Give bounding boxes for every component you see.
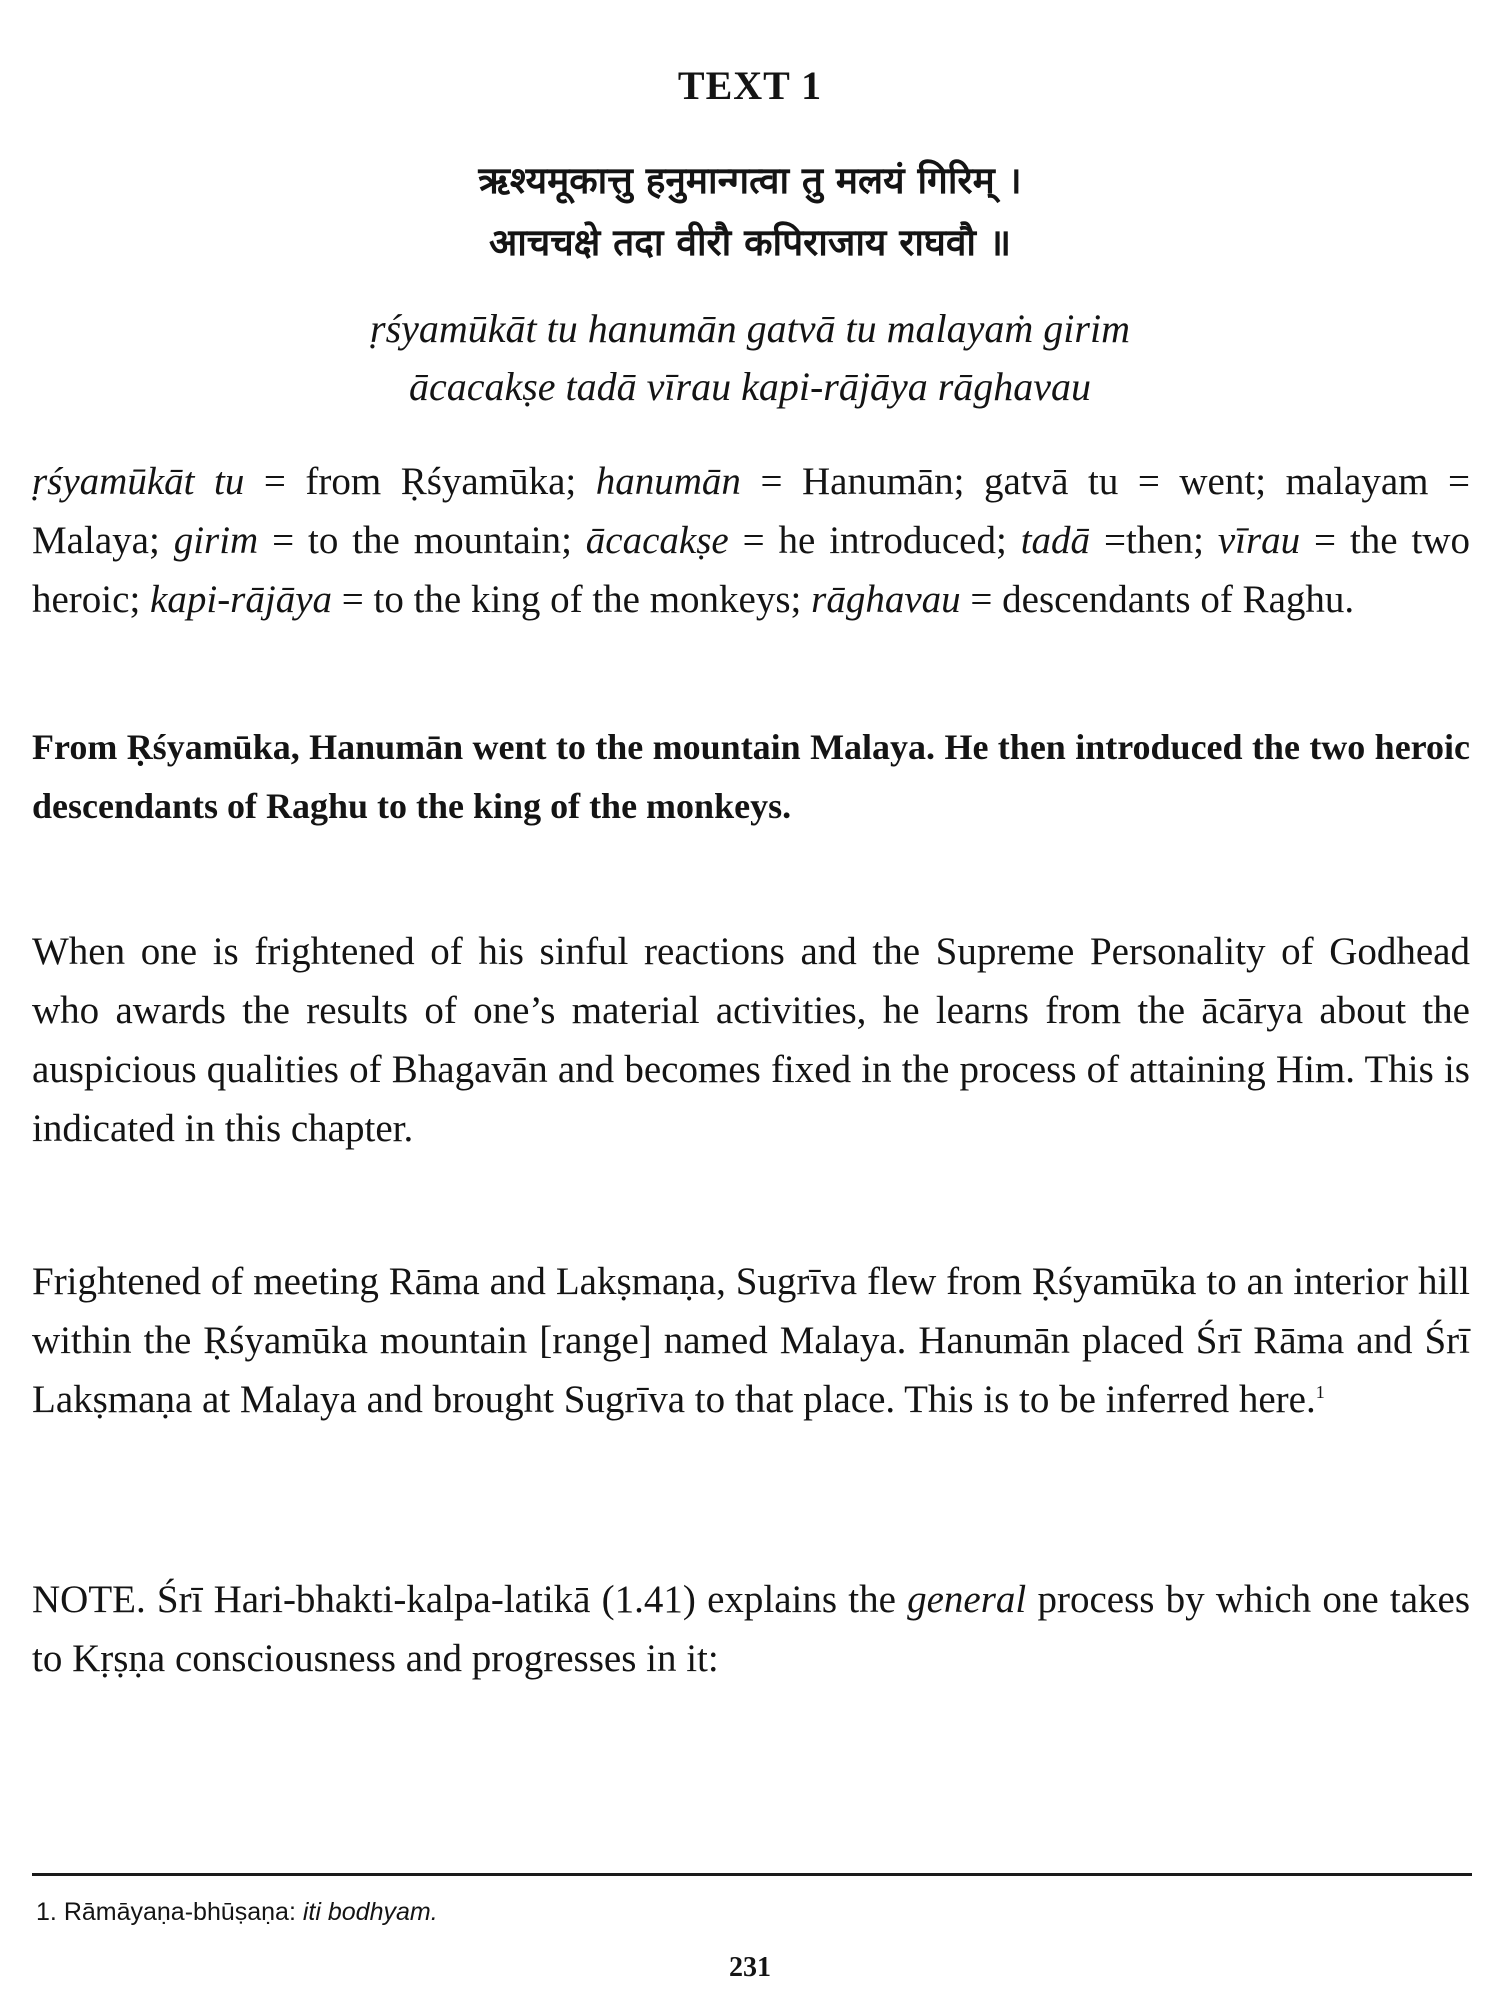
purport-paragraph-1: When one is frightened of his sinful reactions and the Supreme Personality of Godhead who awards the results of one’s material activities, he learns from the ācārya about the auspicious qualities of Bhagavān and becomes fixed in the process of attaining Him. This is indicated in this chapter. [32,930,1470,1150]
synonym-term: ācacakṣe [585,519,729,562]
synonym-meaning: he introduced [778,519,996,562]
verse-transliteration-line-2: ācacakṣe tadā vīrau kapi-rājāya rāghavau [408,364,1092,409]
purport-paragraph-2-text: Frightened of meeting Rāma and Lakṣmaṇa, Sugrīva flew from Ṛśyamūka to an interior hill within the Ṛśyamūka mountain [range] named Malaya. Hanumān placed Śrī Rāma and Śrī Lakṣmaṇa at Malaya and brought Sugrīva to that place. This is to be inferred here. [32,1260,1470,1421]
translation-paragraph: From Ṛśyamūka, Hanumān went to the mountain Malaya. He then introduced the two heroic descendants of Raghu to the king of the monkeys. [32,727,1470,826]
synonym-meaning: to the king of the monkeys [373,578,791,621]
page-number: 231 [729,1952,771,1983]
synonym-term: vīrau [1217,519,1301,562]
synonym-term: hanumān [595,460,741,503]
purport-paragraph-2 [32,1252,1470,1429]
verse-transliteration [0,300,1500,416]
synonym-meaning: from Ṛśyamūka [305,460,566,503]
synonym-term: rāghavau [811,578,961,621]
footnote-italic-text: iti bodhyam. [302,1898,438,1926]
synonym-term: kapi-rājāya [150,578,333,621]
synonym-term: ṛśyamūkāt tu [32,460,245,503]
footnote-text: Rāmāyaṇa-bhūṣaṇa: [63,1898,296,1926]
note-emphasis: general [907,1578,1027,1621]
note-paragraph [32,1570,1470,1688]
verse-devanagari [0,150,1500,274]
synonym-meaning: the two heroic [32,519,1470,621]
synonym-meaning: descendants of Raghu [1002,578,1345,621]
text-heading: TEXT 1 [677,63,823,108]
synonym-term: malayam [1285,460,1429,503]
verse-devanagari-line-2: आचचक्षे तदा वीरौ कपिराजाय राघवौ ॥ [488,221,1012,264]
synonym-meaning: went [1179,460,1256,503]
synonym-meaning: Hanumān [802,460,954,503]
synonym-term: gatvā tu [984,460,1119,503]
word-for-word-synonyms: ṛśyamūkāt tu = from Ṛśyamūka; hanumān = Hanumān; gatvā tu = went; malayam = Malaya; girim = to the mountain; ācacakṣe = he introduced; tadā =then; vīrau = the two heroic; kapi-rājāya = to the king of the monkeys; rāghavau = descendants of Raghu. [32,460,1471,621]
synonym-meaning: Malaya [32,519,149,562]
footnote-divider [32,1873,1472,1876]
verse-devanagari-line-1: ऋश्यमूकात्तु हनुमान्गत्वा तु मलयं गिरिम् । [478,159,1022,202]
footnote-number: 1. [36,1898,57,1926]
synonym-term: tadā [1020,519,1091,562]
synonym-meaning: to the mountain [307,519,562,562]
footnote-marker[interactable]: 1 [1315,1382,1325,1402]
synonym-meaning: then [1125,519,1194,562]
note-text-after: process by which one takes to Kṛṣṇa consciousness and progresses in it: [32,1578,1470,1680]
synonym-term: girim [173,519,259,562]
note-text-before: NOTE. Śrī Hari-bhakti-kalpa-latikā (1.41) explains the [32,1578,896,1621]
verse-transliteration-line-1: ṛśyamūkāt tu hanumān gatvā tu malayaṁ girim [370,306,1130,351]
footnote [36,1898,438,1927]
